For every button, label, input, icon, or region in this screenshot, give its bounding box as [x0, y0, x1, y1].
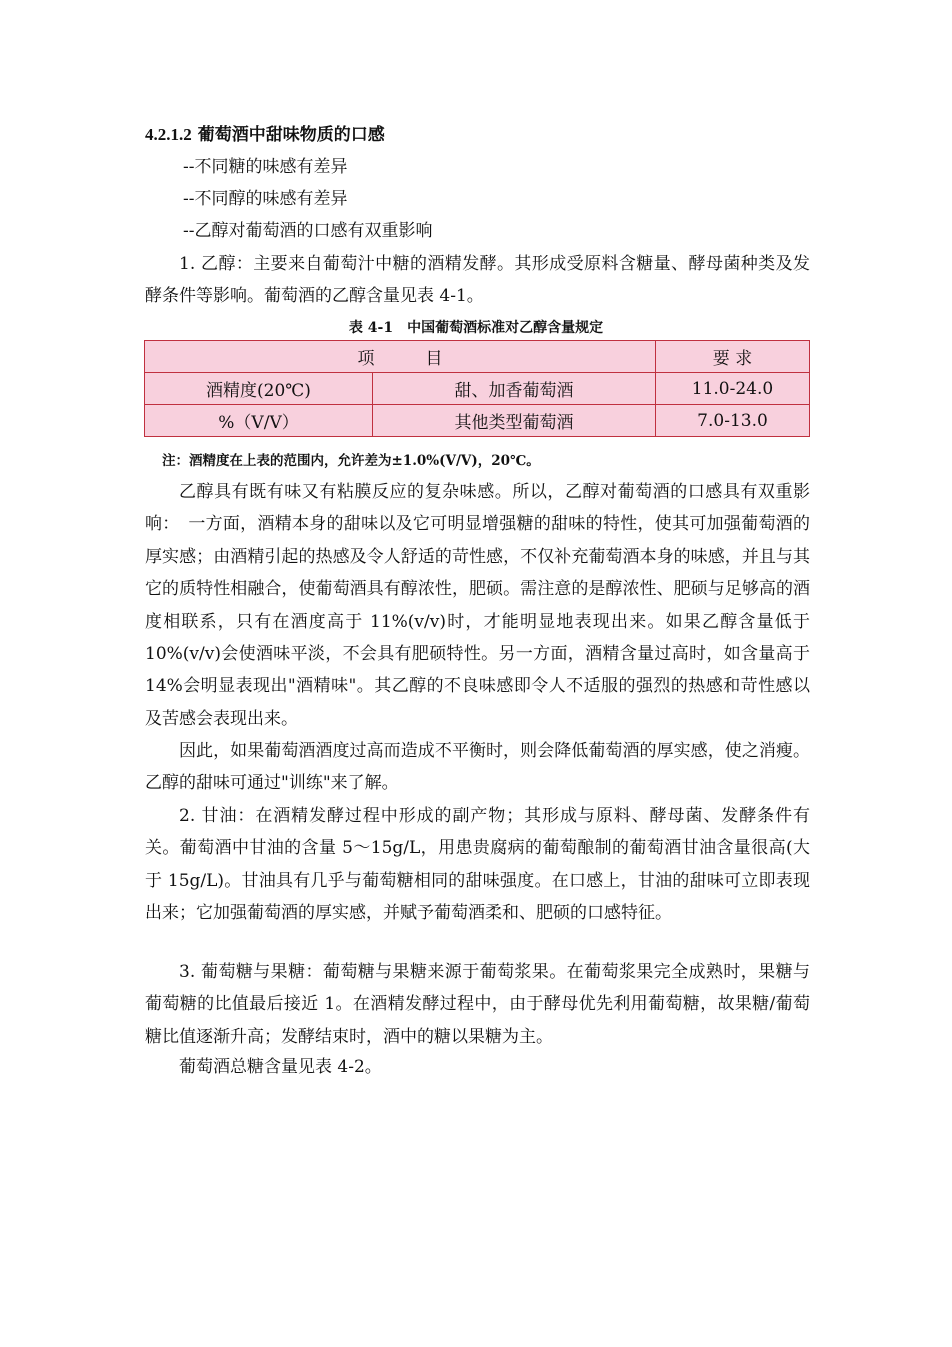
table-cell-label: %（V/V） — [145, 405, 373, 437]
table-note: 注：酒精度在上表的范围内，允许差为±1.0%(V/V)，20℃。 — [162, 453, 540, 469]
table-row — [145, 373, 810, 405]
bullet-item: --不同糖的味感有差异 — [183, 157, 348, 177]
table-cell-type: 甜、加香葡萄酒 — [373, 373, 656, 405]
bullet-item: --不同醇的味感有差异 — [183, 189, 348, 209]
ethanol-standard-table — [144, 340, 810, 437]
header-item-cell: 项 目 — [145, 341, 656, 373]
paragraph-glucose-fructose: 3. 葡萄糖与果糖：葡萄糖与果糖来源于葡萄浆果。在葡萄浆果完全成熟时，果糖与葡萄糖的比值最后接近 1。在酒精发酵过程中，由于酵母优先利用葡萄糖，故果糖/葡萄糖比值逐渐升高；发酵结束时，酒中的糖以果糖为主。 — [145, 962, 810, 1047]
table-cell-value: 11.0-24.0 — [656, 373, 810, 405]
section-heading — [145, 120, 385, 150]
paragraph-conclusion: 因此，如果葡萄酒酒度过高而造成不平衡时，则会降低葡萄酒的厚实感，使之消瘦。乙醇的甜味可通过"训练"来了解。 — [145, 741, 810, 794]
bullet-item: --乙醇对葡萄酒的口感有双重影响 — [183, 221, 433, 241]
section-number: 4.2.1.2 — [145, 125, 192, 144]
paragraph-glycerol: 2. 甘油：在酒精发酵过程中形成的副产物；其形成与原料、酵母菌、发酵条件有关。葡萄酒中甘油的含量 5～15g/L，用患贵腐病的葡萄酿制的葡萄酒甘油含量很高(大于 15g/L)。甘油具有几乎与葡萄糖相同的甜味强度。在口感上，甘油的甜味可立即表现出来；它加强葡萄酒的厚实感，并赋予葡萄酒柔和、肥硕的口感特征。 — [145, 806, 810, 924]
table-caption: 表 4-1 中国葡萄酒标准对乙醇含量规定 — [348, 320, 604, 336]
table-header-row — [145, 341, 810, 373]
table-row — [145, 405, 810, 437]
section-title: 葡萄酒中甜味物质的口感 — [197, 125, 385, 145]
table-cell-type: 其他类型葡萄酒 — [373, 405, 656, 437]
paragraph-ethanol-taste: 乙醇具有既有味又有粘膜反应的复杂味感。所以，乙醇对葡萄酒的口感具有双重影响： 一方面，酒精本身的甜味以及它可明显增强糖的甜味的特性，使其可加强葡萄酒的厚实感；由酒精引起的热感及令人舒适的苛性感，不仅补充葡萄酒本身的味感，并且与其它的质特性相融合，使葡萄酒具有醇浓性，肥硕。需注意的是醇浓性、肥硕与足够高的酒度相联系，只有在酒度高于 11%(v/v)时，才能明显地表现出来。如果乙醇含量低于 10%(v/v)会使酒味平淡，不会具有肥硕特性。另一方面，酒精含量过高时，如含量高于 14%会明显表现出"酒精味"。其乙醇的不良味感即令人不适服的强烈的热感和苛性感以及苦感会表现出来。 — [145, 482, 810, 729]
paragraph-total-sugar: 葡萄酒总糖含量见表 4-2。 — [179, 1057, 382, 1077]
header-requirement-cell: 要 求 — [656, 341, 810, 373]
table-cell-label: 酒精度(20℃) — [145, 373, 373, 405]
paragraph-ethanol: 1. 乙醇：主要来自葡萄汁中糖的酒精发酵。其形成受原料含糖量、酵母菌种类及发酵条件等影响。葡萄酒的乙醇含量见表 4-1。 — [145, 254, 810, 307]
table-cell-value: 7.0-13.0 — [656, 405, 810, 437]
